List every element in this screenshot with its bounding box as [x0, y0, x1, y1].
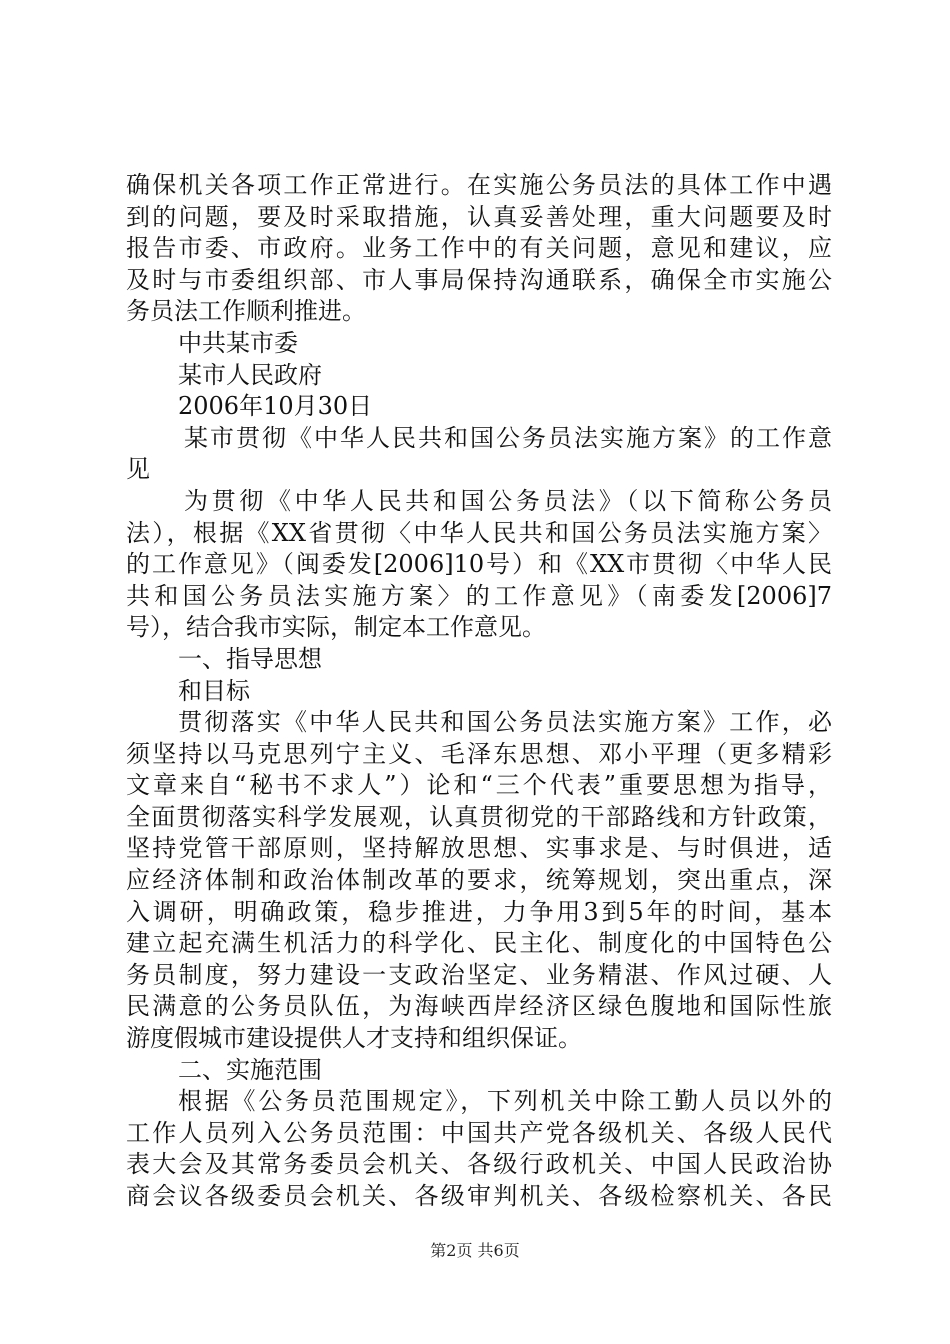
text-line: 到的问题，要及时采取措施，认真妥善处理，重大问题要及时: [126, 202, 832, 231]
signature-date-line: 2006年10月30日: [178, 392, 373, 421]
document-title-line: 某市贯彻《中华人民共和国公务员法实施方案》的工作意: [184, 423, 832, 452]
text-line: 游度假城市建设提供人才支持和组织保证。: [126, 1024, 582, 1053]
text-line: 及时与市委组织部、市人事局保持沟通联系，确保全市实施公: [126, 265, 832, 294]
text-line: 为贯彻《中华人民共和国公务员法》（以下简称公务员: [184, 486, 832, 515]
text-line: 表大会及其常务委员会机关、各级行政机关、中国人民政治协: [126, 1150, 832, 1179]
text-line: 共和国公务员法实施方案〉的工作意见》（南委发[2006]7: [126, 581, 832, 610]
text-line: 应经济体制和政治体制改革的要求，统筹规划，突出重点，深: [126, 866, 832, 895]
text-line: 根据《公务员范围规定》，下列机关中除工勤人员以外的: [178, 1087, 832, 1116]
text-line: 全面贯彻落实科学发展观，认真贯彻党的干部路线和方针政策，: [126, 802, 832, 831]
signature-org-line: 中共某市委: [178, 328, 298, 357]
text-line: 号），结合我市实际，制定本工作意见。: [126, 613, 546, 642]
document-title-line: 见: [126, 455, 150, 484]
text-line: 贯彻落实《中华人民共和国公务员法实施方案》工作，必: [178, 708, 832, 737]
text-line: 报告市委、市政府。业务工作中的有关问题，意见和建议，应: [126, 234, 832, 263]
text-line: 务员制度，努力建设一支政治坚定、业务精湛、作风过硬、人: [126, 960, 832, 989]
text-line: 确保机关各项工作正常进行。在实施公务员法的具体工作中遇: [126, 171, 832, 199]
text-line: 文章来自“秘书不求人”）论和“三个代表”重要思想为指导，: [126, 771, 832, 800]
text-line: 务员法工作顺利推进。: [126, 297, 366, 326]
text-line: 商会议各级委员会机关、各级审判机关、各级检察机关、各民: [126, 1182, 832, 1210]
document-body: [126, 170, 832, 1213]
section-heading: 和目标: [178, 676, 250, 705]
section-heading: 二、实施范围: [178, 1055, 322, 1084]
text-line: 须坚持以马克思列宁主义、毛泽东思想、邓小平理（更多精彩: [126, 739, 832, 768]
page-number-footer: 第2页 共6页: [430, 1241, 520, 1260]
text-line: 入调研，明确政策，稳步推进，力争用3到5年的时间，基本: [126, 897, 832, 926]
text-line: 建立起充满生机活力的科学化、民主化、制度化的中国特色公: [126, 929, 832, 958]
section-heading: 一、指导思想: [178, 644, 322, 673]
text-line: 的工作意见》（闽委发[2006]10号）和《XX市贯彻〈中华人民: [126, 550, 832, 579]
text-line: 工作人员列入公务员范围：中国共产党各级机关、各级人民代: [126, 1118, 832, 1147]
signature-gov-line: 某市人民政府: [178, 360, 322, 389]
text-line: 法），根据《XX省贯彻〈中华人民共和国公务员法实施方案〉: [126, 518, 832, 547]
text-line: 坚持党管干部原则，坚持解放思想、实事求是、与时俱进，适: [126, 834, 832, 863]
text-line: 民满意的公务员队伍，为海峡西岸经济区绿色腹地和国际性旅: [126, 992, 832, 1021]
